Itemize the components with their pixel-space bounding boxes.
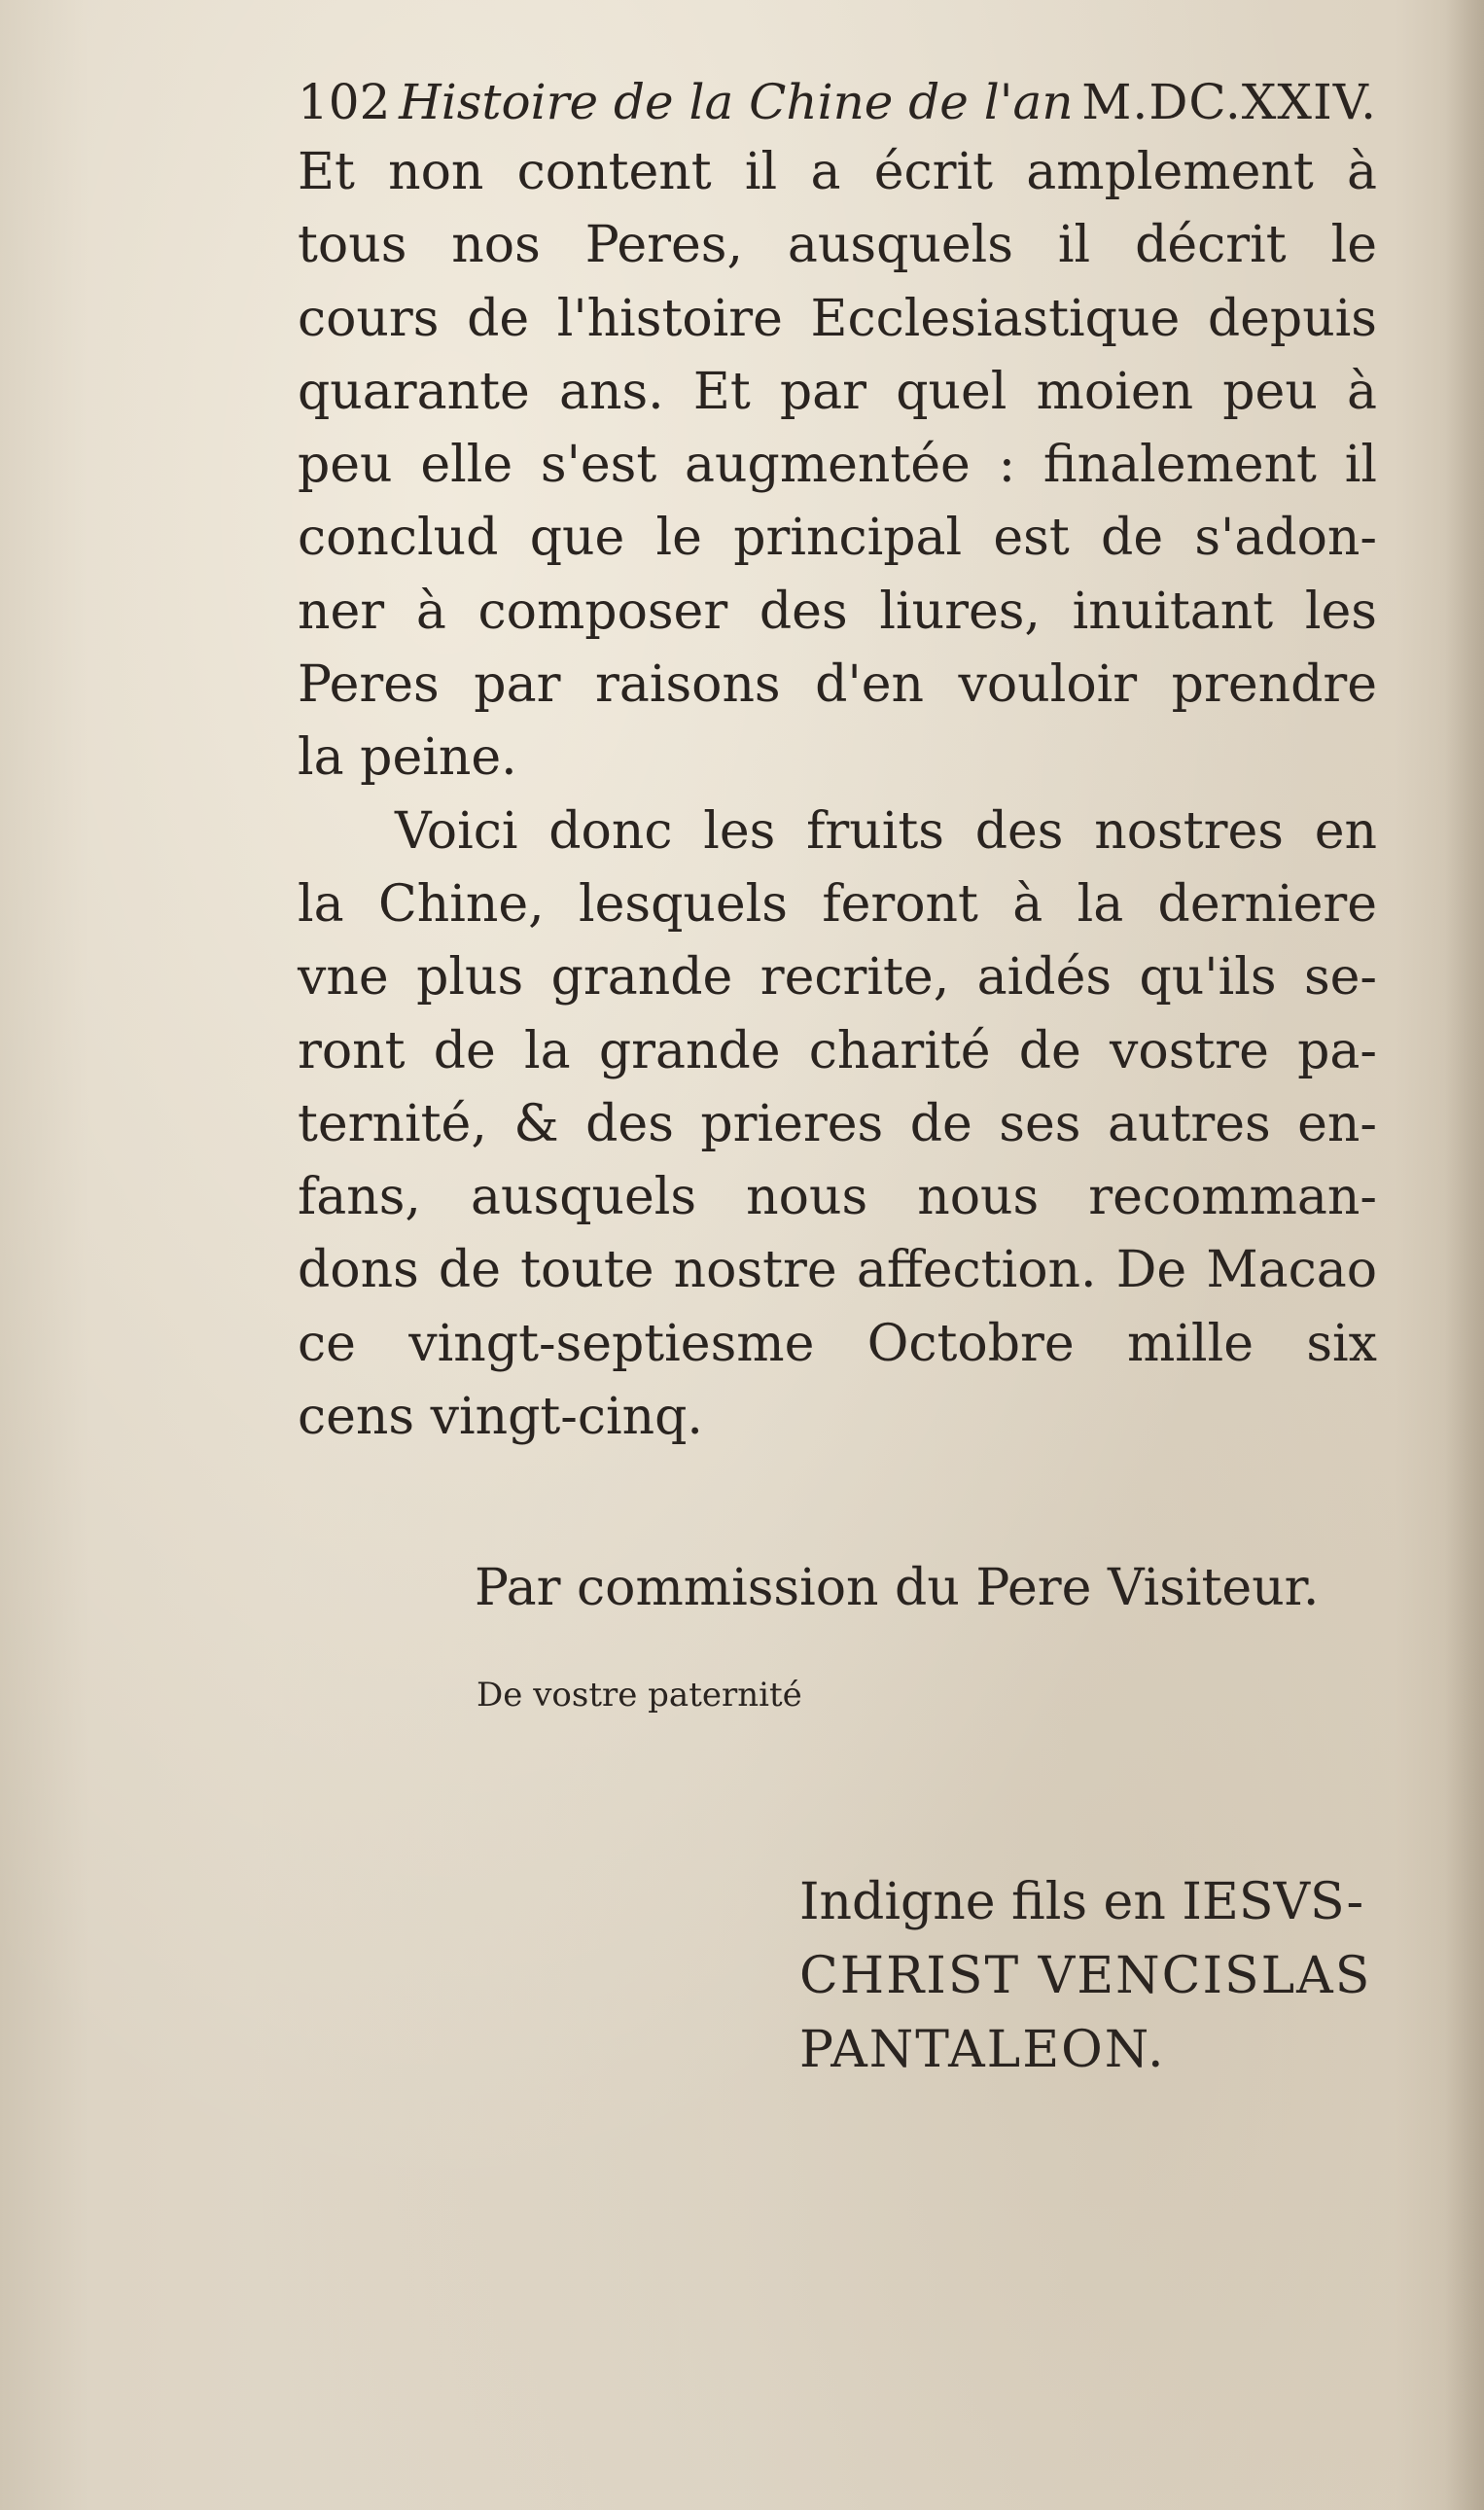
running-head xyxy=(298,68,1377,136)
text-line: cours de l'histoire Ecclesiastique depuis xyxy=(298,289,1377,348)
text-line: la peine. xyxy=(298,728,517,788)
text-line: conclud que le principal est de s'adon- xyxy=(298,509,1377,568)
signoff: Par commission du Pere Visiteur. xyxy=(475,1559,1320,1617)
text-line: dons de toute nostre affection. De Macao xyxy=(298,1241,1377,1300)
text-line: cens vingt-cinq. xyxy=(298,1388,703,1447)
signer-line: CHRIST VENCISLAS xyxy=(799,1947,1372,2005)
text-line: vne plus grande recrite, aidés qu'ils se- xyxy=(298,948,1377,1008)
text-line: ce vingt-septiesme Octobre mille six xyxy=(298,1314,1377,1373)
salutation: De vostre paternité xyxy=(477,1676,802,1715)
text-line: quarante ans. Et par quel moien peu à xyxy=(298,362,1377,421)
text-line: ternité, & des prieres de ses autres en- xyxy=(298,1094,1377,1153)
signer-line: Indigne fils en IESVS- xyxy=(799,1873,1364,1931)
text-line: peu elle s'est augmentée : finalement il xyxy=(298,436,1377,495)
page-number: 102 xyxy=(298,74,391,130)
text-line: tous nos Peres, ausquels il décrit le xyxy=(298,216,1377,275)
text-line: fans, ausquels nous nous recomman- xyxy=(298,1168,1377,1227)
text-line: ront de la grande charité de vostre pa- xyxy=(298,1021,1377,1080)
signer-line: PANTALEON. xyxy=(799,2021,1166,2079)
running-head-title: Histoire de la Chine de l'an xyxy=(399,74,1074,130)
page-edge-shadow xyxy=(1445,0,1484,2510)
main-text xyxy=(298,68,1377,1454)
text-line: Peres par raisons d'en vouloir prendre xyxy=(298,655,1377,715)
text-line: ner à composer des liures, inuitant les xyxy=(298,582,1377,641)
text-line: Et non content il a écrit amplement à xyxy=(298,143,1377,201)
text-line: Voici donc les fruits des nostres en xyxy=(395,801,1377,861)
text-line: la Chine, lesquels feront à la derniere xyxy=(298,874,1377,934)
signer-block xyxy=(799,1865,1371,2087)
running-head-year: M.DC.XXIV. xyxy=(1081,74,1377,130)
